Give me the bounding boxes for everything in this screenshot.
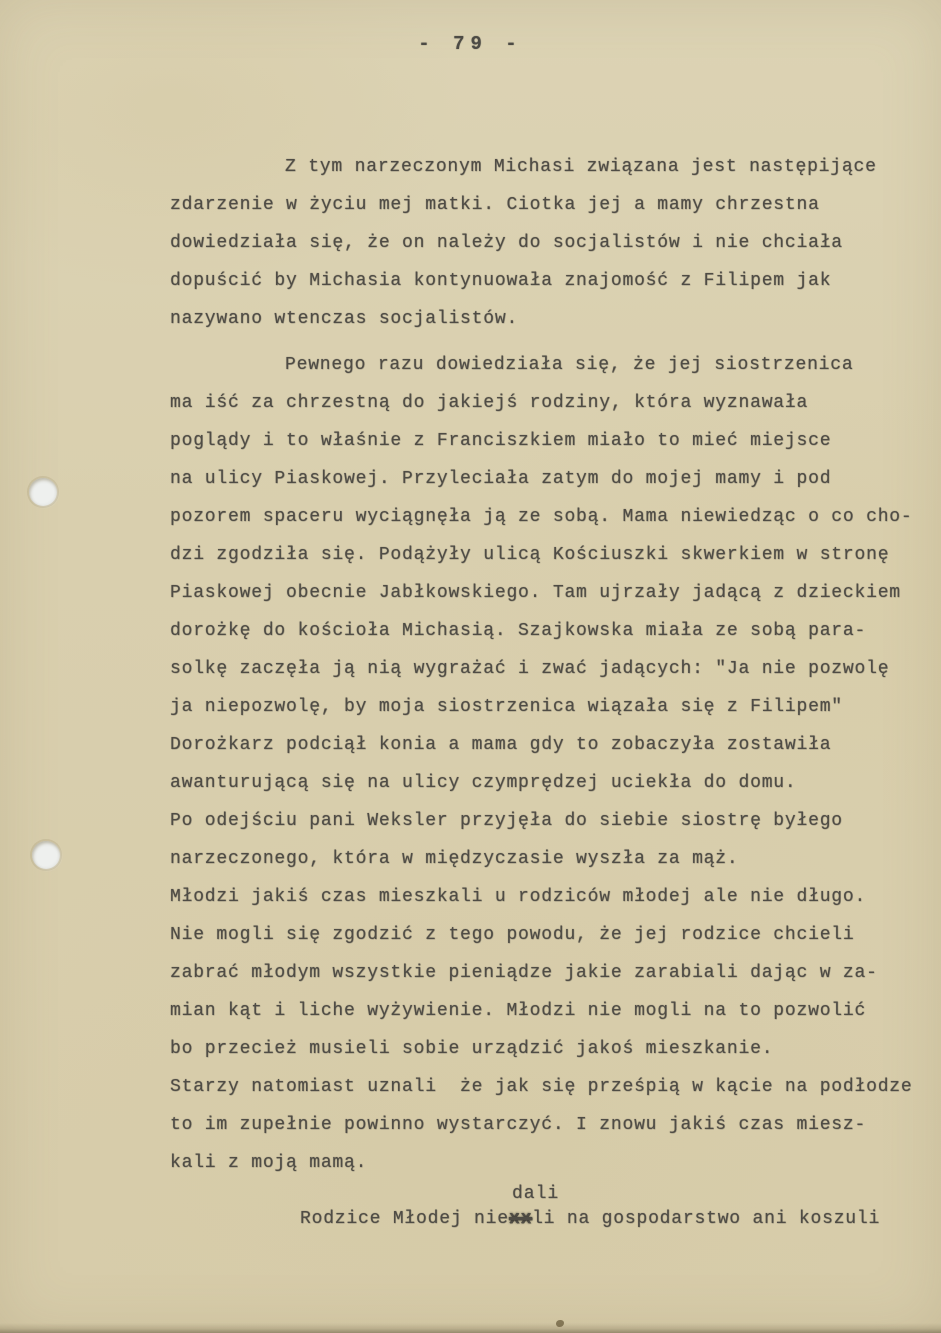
text-line: mian kąt i liche wyżywienie. Młodzi nie mogli na to pozwolić [170,1001,867,1021]
text-line: nazywano wtenczas socjalistów. [170,309,519,329]
overstruck-text: xx [508,1209,533,1229]
text-line: awanturującą się na ulicy czymprędzej uciekła do domu. [170,773,797,793]
page-number: - 79 - [418,33,523,55]
text-line: bo przecież musieli sobie urządzić jakoś mieszkanie. [170,1039,774,1059]
text-line: poglądy i to właśnie z Franciszkiem miało to mieć miejsce [170,431,832,451]
text-line: narzeczonego, która w międzyczasie wyszła za mąż. [170,849,739,869]
hole-punch-bottom [32,841,60,869]
text-line: Dorożkarz podciął konia a mama gdy to zobaczyła zostawiła [170,735,832,755]
text-line: Piaskowej obecnie Jabłkowskiego. Tam ujrzały jadącą z dzieckiem [170,583,901,603]
text-line: solkę zaczęła ją nią wygrażać i zwać jadących: "Ja nie pozwolę [170,659,890,679]
text-line: dopuścić by Michasia kontynuowała znajomość z Filipem jak [170,271,832,291]
paragraph-1 [170,148,930,338]
text-line: dorożkę do kościoła Michasią. Szajkowska miała ze sobą para- [170,621,867,641]
text-line: Z tym narzeczonym Michasi związana jest następijące [285,157,877,177]
text-line: Pewnego razu dowiedziała się, że jej siostrzenica [285,355,854,375]
text-line: Młodzi jakiś czas mieszkali u rodziców młodej ale nie długo. [170,887,867,907]
hole-punch-top [29,478,57,506]
text-line: ma iść za chrzestną do jakiejś rodziny, która wyznawała [170,393,809,413]
text-line: pozorem spaceru wyciągnęła ją ze sobą. Mama niewiedząc o co cho- [170,507,913,527]
text-line: ja niepozwolę, by moja siostrzenica wiązała się z Filipem" [170,697,843,717]
text-line: Po odejściu pani Weksler przyjęła do siebie siostrę byłego [170,811,843,831]
typewritten-text-block [170,148,930,1232]
paragraph-2 [170,346,930,1182]
text-line: na ulicy Piaskowej. Przyleciała zatym do mojej mamy i pod [170,469,832,489]
text-line: dowiedziała się, że on należy do socjalistów i nie chciała [170,233,843,253]
text-line: zdarzenie w życiu mej matki. Ciotka jej a mamy chrzestna [170,195,820,215]
text-line: zabrać młodym wszystkie pieniądze jakie zarabiali dając w za- [170,963,878,983]
text-segment: Rodzice Młodej nie [300,1209,509,1229]
text-line-with-strikeout [170,1206,930,1232]
text-line: Nie mogli się zgodzić z tego powodu, że jej rodzice chcieli [170,925,855,945]
text-line: kali z moją mamą. [170,1153,368,1173]
text-line: to im zupełnie powinno wystarczyć. I znowu jakiś czas miesz- [170,1115,867,1135]
typed-correction-above-strikeout: dali [512,1184,560,1204]
text-line: dzi zgodziła się. Podążyły ulicą Kościuszki skwerkiem w stronę [170,545,890,565]
text-segment: li na gospodarstwo ani koszuli [532,1209,881,1229]
text-line: Starzy natomiast uznali że jak się prześpią w kącie na podłodze [170,1077,913,1097]
scan-edge-shadow [0,1323,941,1333]
